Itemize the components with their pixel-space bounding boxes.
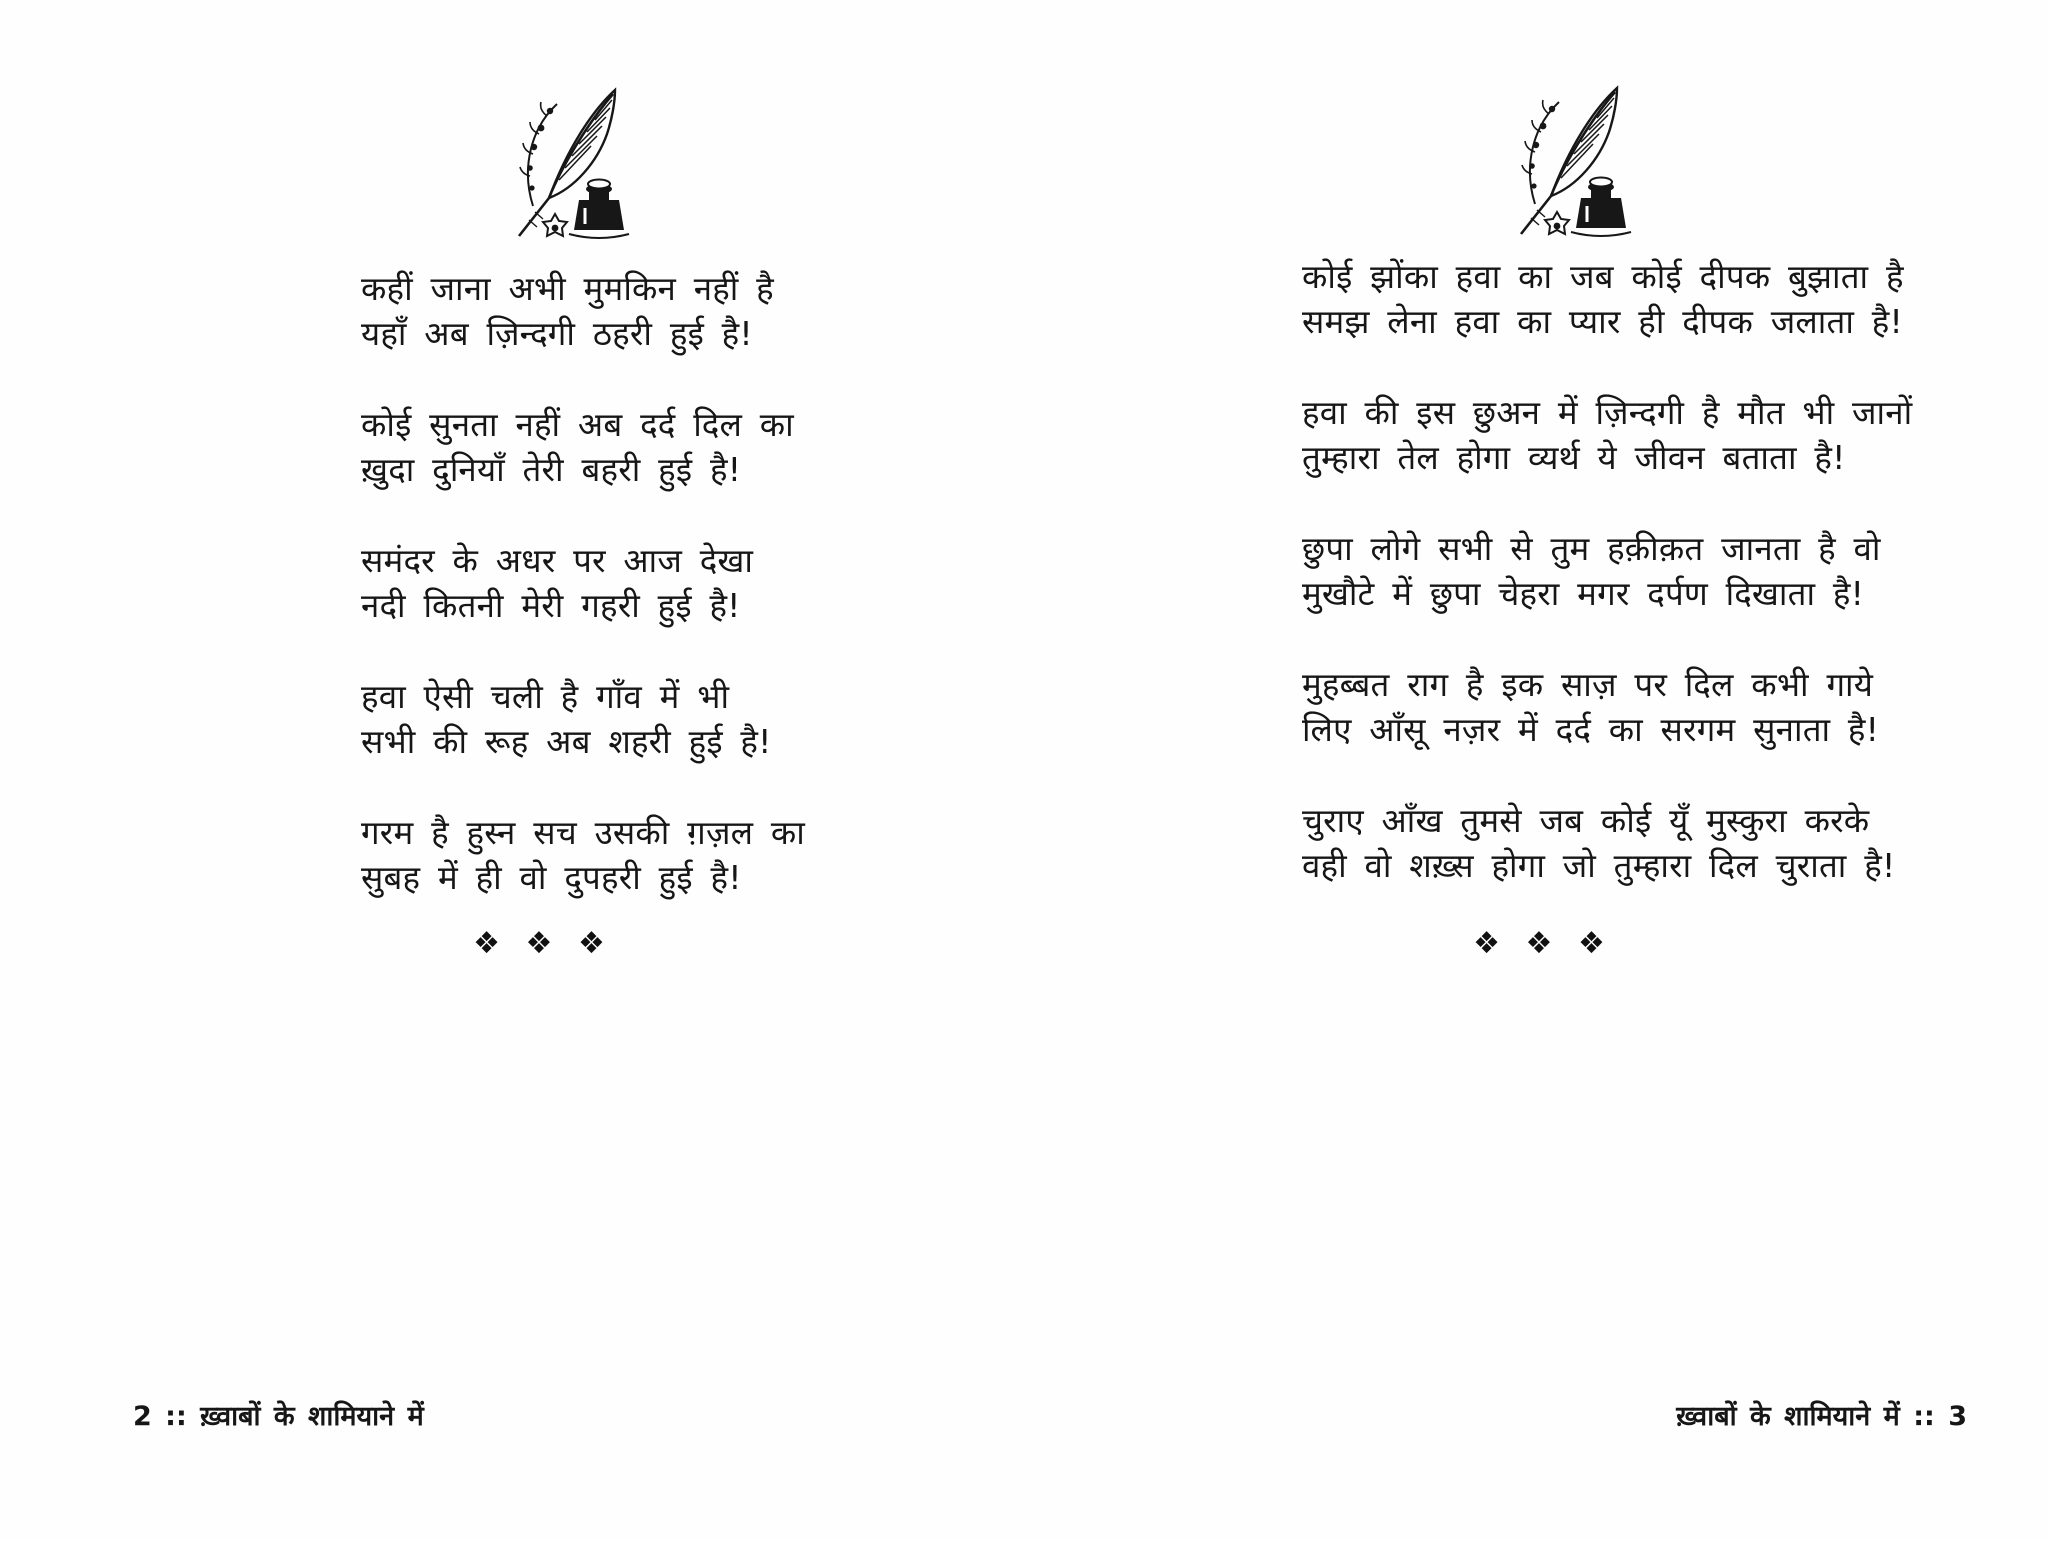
right-footer-running-title: ख़्वाबों के शामियाने में :: 3: [1676, 1401, 1967, 1432]
verse-line: तुम्हारा तेल होगा व्यर्थ ये जीवन बताता है!: [1302, 438, 1846, 477]
verse-line: ख़ुदा दुनियाँ तेरी बहरी हुई है!: [361, 450, 742, 489]
verse-line: समझ लेना हवा का प्यार ही दीपक जलाता है!: [1302, 302, 1903, 341]
verse-line: छुपा लोगे सभी से तुम हक़ीक़त जानता है वो: [1302, 529, 1881, 568]
verse-line: कोई झोंका हवा का जब कोई दीपक बुझाता है: [1302, 257, 1904, 296]
verse-line: लिए आँसू नज़र में दर्द का सरगम सुनाता है!: [1302, 710, 1880, 749]
couplet: [1302, 662, 1880, 752]
right-page-verses: [1302, 254, 1913, 934]
quill-pen-and-inkwell-icon: [503, 84, 643, 248]
couplet: [361, 810, 805, 900]
left-footer-running-title: 2 :: ख़्वाबों के शामियाने में: [133, 1401, 424, 1432]
right-page: [1024, 0, 2048, 1541]
verse-line: चुराए आँख तुमसे जब कोई यूँ मुस्कुरा करके: [1302, 801, 1870, 840]
couplet: [361, 674, 772, 764]
verse-line: हवा ऐसी चली है गाँव में भी: [361, 677, 730, 716]
couplet: [361, 538, 754, 628]
verse-line: समंदर के अधर पर आज देखा: [361, 541, 754, 580]
verse-line: मुखौटे में छुपा चेहरा मगर दर्पण दिखाता है!: [1302, 574, 1865, 613]
verse-line: वही वो शख़्स होगा जो तुम्हारा दिल चुराता है!: [1302, 846, 1896, 885]
couplet: [1302, 390, 1913, 480]
section-divider-ornament: ❖ ❖ ❖: [473, 926, 605, 961]
verse-line: नदी कितनी मेरी गहरी हुई है!: [361, 586, 741, 625]
left-page-verses: [361, 266, 805, 946]
verse-line: कोई सुनता नहीं अब दर्द दिल का: [361, 405, 794, 444]
couplet: [361, 402, 794, 492]
couplet: [1302, 254, 1904, 344]
verse-line: कहीं जाना अभी मुमकिन नहीं है: [361, 269, 774, 308]
verse-line: गरम है हुस्न सच उसकी ग़ज़ल का: [361, 813, 805, 852]
verse-line: हवा की इस छुअन में ज़िन्दगी है मौत भी जानों: [1302, 393, 1913, 432]
section-divider-ornament: ❖ ❖ ❖: [1473, 926, 1605, 961]
quill-pen-and-inkwell-icon: [1505, 82, 1645, 246]
couplet: [1302, 798, 1896, 888]
couplet: [1302, 526, 1881, 616]
verse-line: यहाँ अब ज़िन्दगी ठहरी हुई है!: [361, 314, 753, 353]
couplet: [361, 266, 774, 356]
verse-line: सुबह में ही वो दुपहरी हुई है!: [361, 858, 742, 897]
verse-line: मुहब्बत राग है इक साज़ पर दिल कभी गाये: [1302, 665, 1874, 704]
verse-line: सभी की रूह अब शहरी हुई है!: [361, 722, 772, 761]
